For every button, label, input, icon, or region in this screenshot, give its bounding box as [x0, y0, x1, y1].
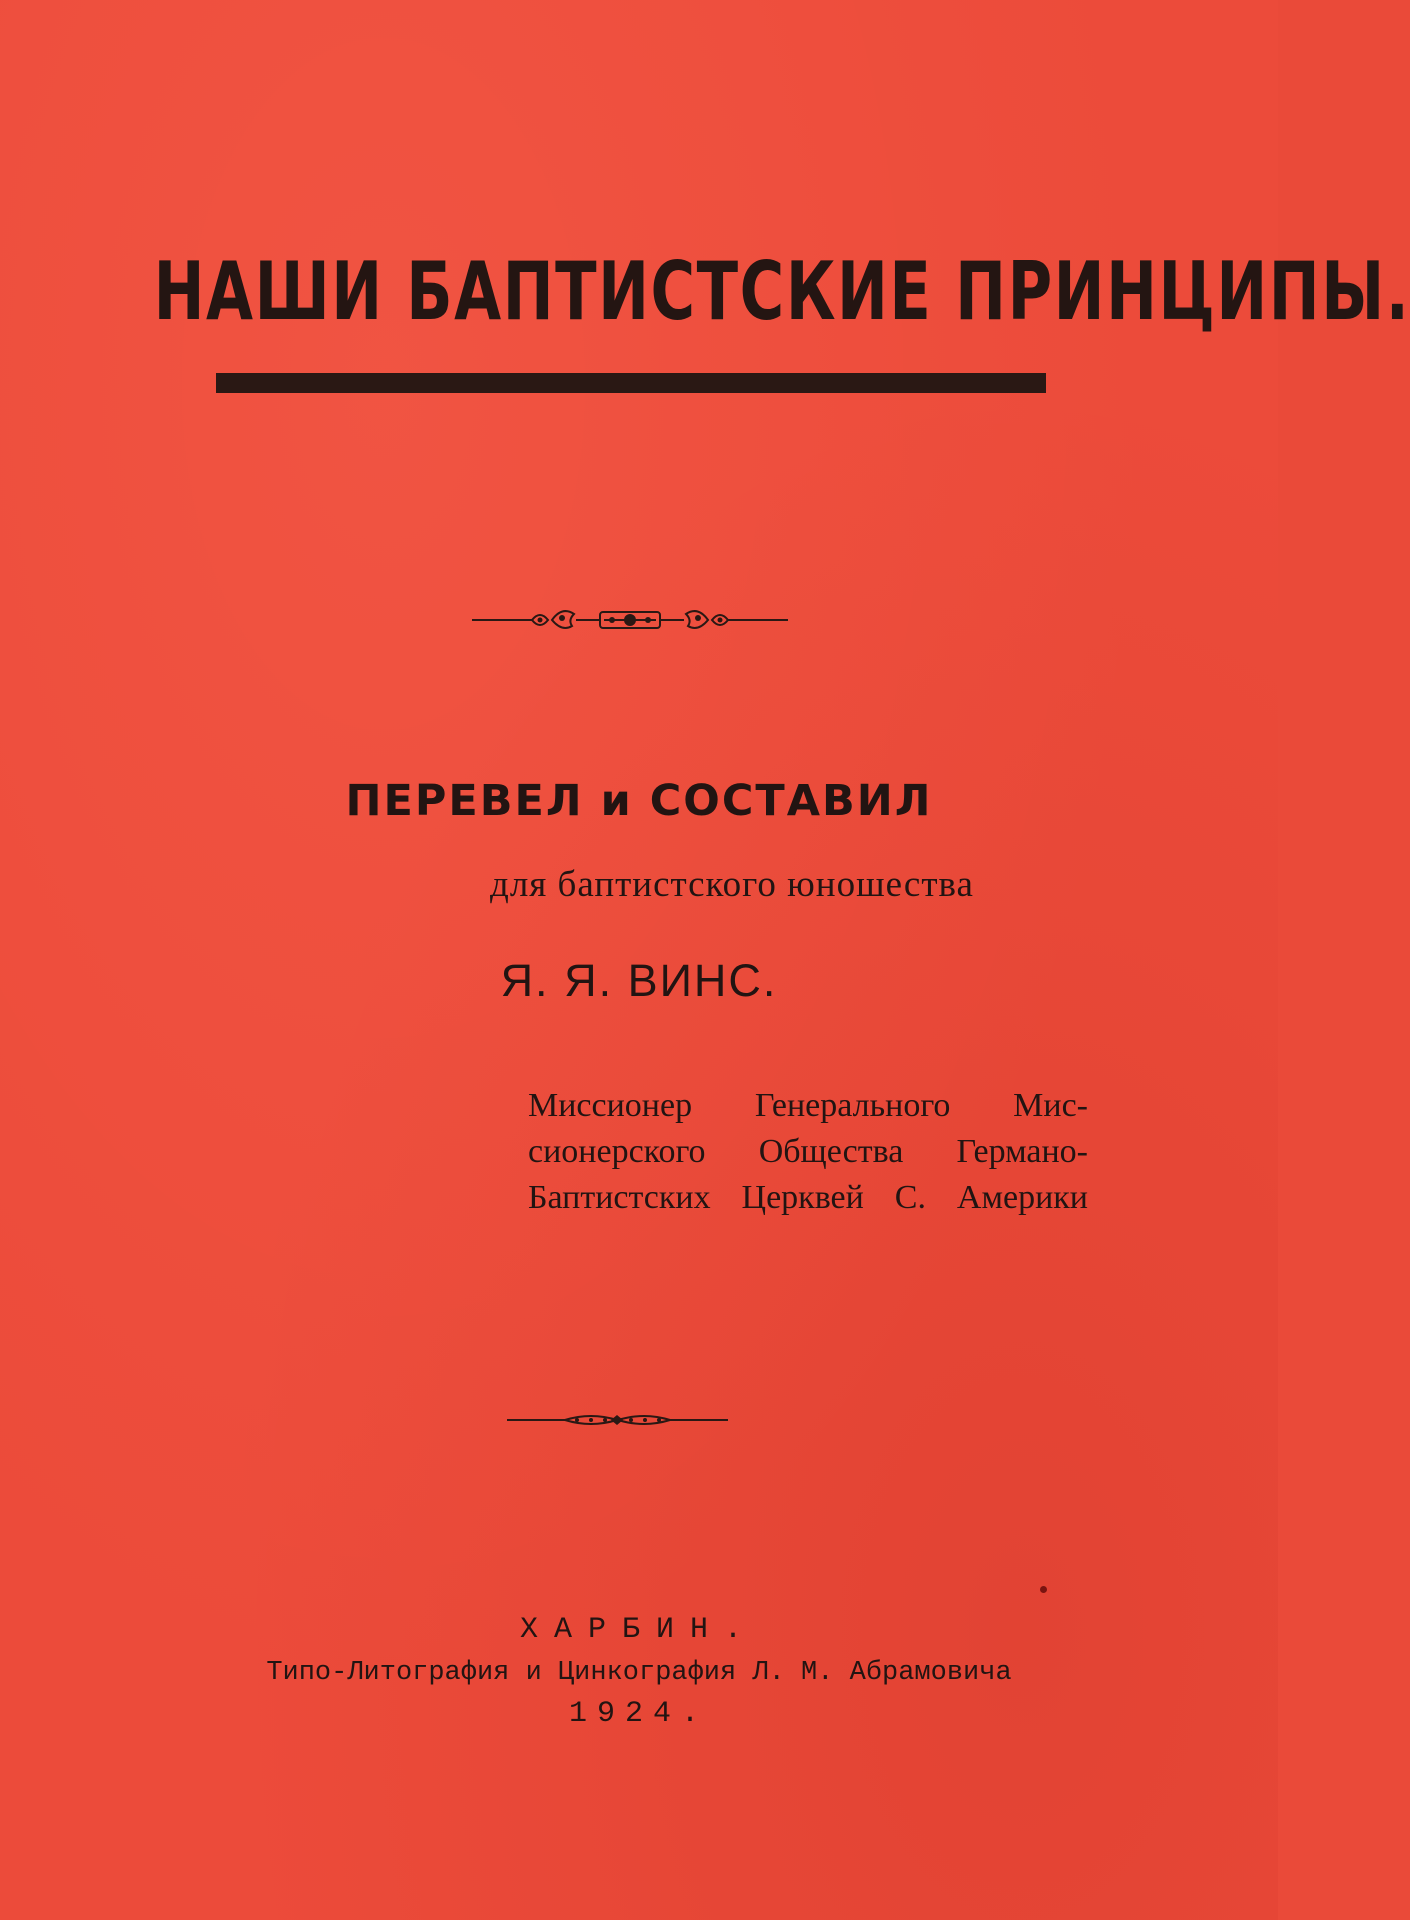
affiliation-line: Миссионер Генерального Мис- [528, 1087, 1088, 1124]
affiliation-line: Баптистских Церквей С. Америки [528, 1179, 1088, 1216]
printer-name: Типо-Литография и Цинкография Л. М. Абрамовича [266, 1658, 1012, 1688]
publication-city: ХАРБИН. [519, 1613, 759, 1647]
floral-ornament-icon [470, 600, 790, 640]
publication-year: 1924. [568, 1697, 709, 1731]
book-title: НАШИ БАПТИСТСКИЕ ПРИНЦИПЫ. [153, 245, 1410, 338]
author-affiliation [528, 1083, 1088, 1221]
translator-heading: ПЕРЕВЕЛ и СОСТАВИЛ [345, 776, 933, 826]
dedication-line: для баптистского юношества [490, 864, 974, 905]
diamond-line-divider-icon [505, 1405, 730, 1435]
ink-speck [1040, 1586, 1047, 1593]
title-underline-rule [216, 373, 1046, 393]
author-name: Я. Я. ВИНС. [500, 955, 778, 1006]
affiliation-line: сионерского Общества Германо- [528, 1133, 1088, 1170]
